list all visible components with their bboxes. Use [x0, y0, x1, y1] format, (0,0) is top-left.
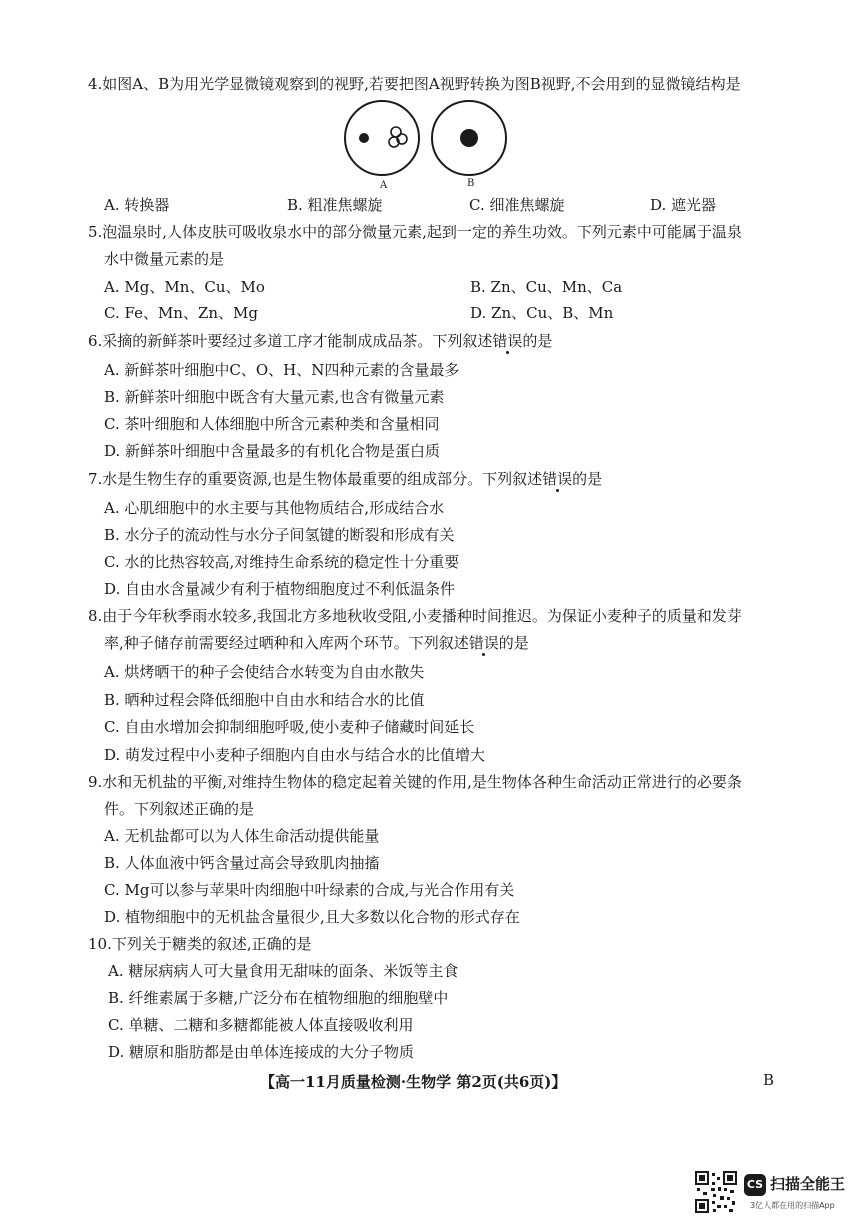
q6-option-d[interactable]: D. 新鲜茶叶细胞中含量最多的有机化合物是蛋白质 [104, 442, 441, 460]
q6-option-b[interactable]: B. 新鲜茶叶细胞中既含有大量元素,也含有微量元素 [104, 388, 445, 406]
q5-option-c[interactable]: C. Fe、Mn、Zn、Mg [104, 304, 259, 322]
q6-stem-post: 的是 [522, 332, 553, 350]
q9-option-c[interactable]: C. Mg可以参与苹果叶肉细胞中叶绿素的合成,与光合作用有关 [104, 881, 515, 899]
figure-label-a: A [380, 180, 388, 191]
page-footer: 【高一11月质量检测·生物学 第2页(共6页)】 [260, 1073, 567, 1091]
scanner-watermark [694, 1170, 854, 1222]
q8-option-b[interactable]: B. 晒种过程会降低细胞中自由水和结合水的比值 [104, 691, 425, 709]
q8-stem-line2 [104, 633, 529, 653]
q6-option-a[interactable]: A. 新鲜茶叶细胞中C、O、H、N四种元素的含量最多 [104, 361, 460, 379]
q7-option-c[interactable]: C. 水的比热容较高,对维持生命系统的稳定性十分重要 [104, 553, 460, 571]
q4-option-d[interactable]: D. 遮光器 [650, 196, 717, 214]
q7-stem-post: 的是 [572, 470, 603, 488]
microscope-field-figure [344, 98, 514, 193]
q6-emphasis: 错误 [492, 332, 523, 350]
q5-option-b[interactable]: B. Zn、Cu、Mn、Ca [470, 278, 623, 296]
q4-option-c[interactable]: C. 细准焦螺旋 [469, 196, 565, 214]
q5-option-a[interactable]: A. Mg、Mn、Cu、Mo [104, 278, 265, 296]
q9-option-d[interactable]: D. 植物细胞中的无机盐含量很少,且大多数以化合物的形式存在 [104, 908, 520, 926]
q7-option-d[interactable]: D. 自由水含量减少有利于植物细胞度过不利低温条件 [104, 580, 456, 598]
q4-stem: 4.如图A、B为用光学显微镜观察到的视野,若要把图A视野转换为图B视野,不会用到的显微镜结构是 [88, 75, 741, 93]
q9-stem-line1: 9.水和无机盐的平衡,对维持生物体的稳定起着关键的作用,是生物体各种生命活动正常进行的必要条 [88, 773, 742, 791]
q8-stem-pre: 率,种子储存前需要经过晒种和入库两个环节。下列叙述 [104, 634, 469, 652]
q10-option-b[interactable]: B. 纤维素属于多糖,广泛分布在植物细胞的细胞壁中 [108, 989, 449, 1007]
q5-stem-line2: 水中微量元素的是 [104, 250, 225, 268]
paper-version: B [763, 1071, 775, 1089]
q10-option-d[interactable]: D. 糖原和脂肪都是由单体连接成的大分子物质 [108, 1043, 415, 1061]
q4-options [104, 195, 734, 215]
camscanner-logo-icon: CS [744, 1174, 766, 1196]
q8-stem-post: 的是 [498, 634, 529, 652]
q9-option-a[interactable]: A. 无机盐都可以为人体生命活动提供能量 [104, 827, 380, 845]
figure-label-b: B [467, 178, 475, 189]
q4-option-a[interactable]: A. 转换器 [104, 196, 170, 214]
q5-stem-line1: 5.泡温泉时,人体皮肤可吸收泉水中的部分微量元素,起到一定的养生功效。下列元素中可能属于温泉 [88, 223, 742, 241]
q9-stem-line2: 件。下列叙述正确的是 [104, 800, 255, 818]
q7-option-b[interactable]: B. 水分子的流动性与水分子间氢键的断裂和形成有关 [104, 526, 455, 544]
q6-stem [88, 331, 552, 351]
scanner-app-name: 扫描全能王 [770, 1175, 846, 1193]
field-b-large-dot [460, 129, 478, 147]
q8-option-a[interactable]: A. 烘烤晒干的种子会使结合水转变为自由水散失 [104, 663, 425, 681]
q10-option-c[interactable]: C. 单糖、二糖和多糖都能被人体直接吸收利用 [108, 1016, 414, 1034]
q10-option-a[interactable]: A. 糖尿病病人可大量食用无甜味的面条、米饭等主食 [108, 962, 459, 980]
q8-emphasis: 错误 [468, 634, 499, 652]
q10-stem: 10.下列关于糖类的叙述,正确的是 [88, 935, 312, 953]
q4-option-b[interactable]: B. 粗准焦螺旋 [287, 196, 383, 214]
q9-option-b[interactable]: B. 人体血液中钙含量过高会导致肌肉抽搐 [104, 854, 380, 872]
q7-emphasis: 错误 [542, 470, 573, 488]
q8-option-c[interactable]: C. 自由水增加会抑制细胞呼吸,使小麦种子储藏时间延长 [104, 718, 475, 736]
q6-option-c[interactable]: C. 茶叶细胞和人体细胞中所含元素种类和含量相同 [104, 415, 440, 433]
scanner-tagline: 3亿人都在用的扫描App [750, 1201, 835, 1210]
field-a-small-dot [359, 133, 369, 143]
q6-stem-pre: 6.采摘的新鲜茶叶要经过多道工序才能制成成品茶。下列叙述 [88, 332, 493, 350]
q5-option-d[interactable]: D. Zn、Cu、B、Mn [470, 304, 614, 322]
q7-stem [88, 469, 602, 489]
q8-option-d[interactable]: D. 萌发过程中小麦种子细胞内自由水与结合水的比值增大 [104, 746, 486, 764]
q7-stem-pre: 7.水是生物生存的重要资源,也是生物体最重要的组成部分。下列叙述 [88, 470, 543, 488]
q8-stem-line1: 8.由于今年秋季雨水较多,我国北方多地秋收受阻,小麦播种时间推迟。为保证小麦种子的质量和发芽 [88, 607, 742, 625]
q7-option-a[interactable]: A. 心肌细胞中的水主要与其他物质结合,形成结合水 [104, 499, 445, 517]
field-a-circle [345, 101, 419, 175]
qr-code-icon [694, 1170, 738, 1214]
